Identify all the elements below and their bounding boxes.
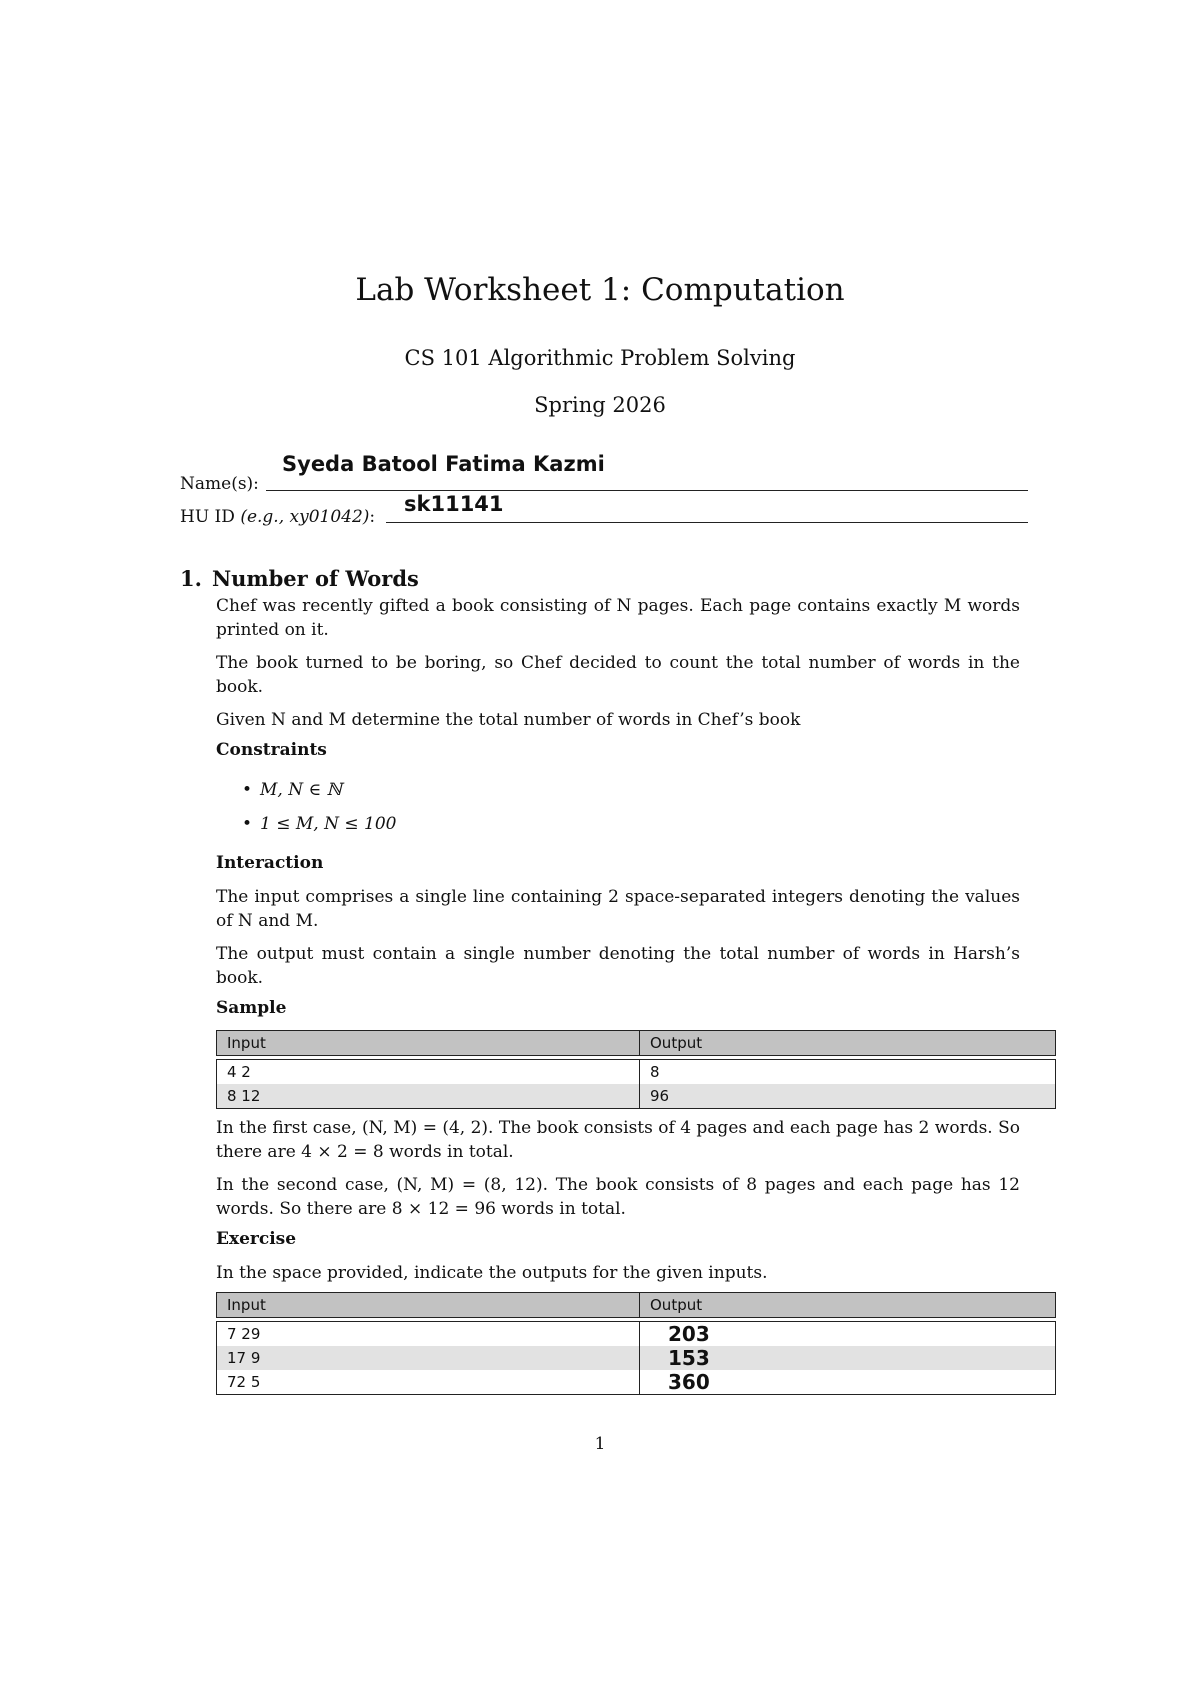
term: Spring 2026: [534, 393, 666, 417]
id-field-line: [386, 522, 1028, 523]
constraint-text: 1 ≤ M, N ≤ 100: [260, 814, 397, 834]
input-cell: 17 9: [217, 1346, 640, 1370]
input-cell: 8 12: [217, 1084, 640, 1109]
explanation-1: In the first case, (N, M) = (4, 2). The book consists of 4 pages and each page has 2 words. So there are 4 × 2 = 8 words in total.: [216, 1118, 1020, 1162]
interaction-heading: Interaction: [216, 853, 324, 873]
table-row: [217, 1346, 1056, 1370]
table-header-row: [217, 1031, 1056, 1056]
sample-table: [216, 1030, 1056, 1109]
interaction-paragraph-1: The input comprises a single line containing 2 space-separated integers denoting the values of N and M.: [216, 887, 1020, 931]
id-label: [180, 507, 375, 527]
exercise-table: [216, 1292, 1056, 1395]
column-header-input: Input: [217, 1031, 640, 1056]
answer-cell[interactable]: 153: [640, 1346, 1056, 1370]
column-header-output: Output: [640, 1293, 1056, 1318]
table-header-row: [217, 1293, 1056, 1318]
name-value[interactable]: Syeda Batool Fatima Kazmi: [282, 452, 605, 476]
section-heading: [180, 566, 419, 591]
section-title: Number of Words: [211, 566, 419, 591]
id-label-colon: :: [369, 507, 376, 527]
problem-paragraph-3: Given N and M determine the total number of words in Chef’s book: [216, 710, 801, 730]
table-row: [217, 1060, 1056, 1085]
input-cell: 4 2: [217, 1060, 640, 1085]
constraint-item: • 1 ≤ M, N ≤ 100: [242, 814, 397, 834]
constraint-item: • M, N ∈ ℕ: [242, 780, 343, 800]
answer-cell[interactable]: 203: [640, 1322, 1056, 1347]
id-label-example: (e.g., xy01042): [240, 507, 370, 527]
input-cell: 7 29: [217, 1322, 640, 1347]
table-row: [217, 1084, 1056, 1109]
output-cell: 96: [640, 1084, 1056, 1109]
name-label: Name(s):: [180, 474, 259, 494]
answer-cell[interactable]: 360: [640, 1370, 1056, 1395]
course-name: CS 101 Algorithmic Problem Solving: [404, 346, 796, 370]
interaction-paragraph-2: The output must contain a single number denoting the total number of words in Harsh’s book.: [216, 944, 1020, 988]
table-row: [217, 1322, 1056, 1347]
constraints-heading: Constraints: [216, 740, 327, 760]
exercise-heading: Exercise: [216, 1229, 297, 1249]
id-label-text: HU ID: [180, 507, 235, 527]
sample-heading: Sample: [216, 998, 287, 1018]
section-number: 1.: [180, 566, 202, 591]
page-number: 1: [594, 1434, 606, 1454]
page-title: Lab Worksheet 1: Computation: [355, 272, 845, 308]
table-row: [217, 1370, 1056, 1395]
column-header-input: Input: [217, 1293, 640, 1318]
name-field-line: [266, 490, 1028, 491]
output-cell: 8: [640, 1060, 1056, 1085]
exercise-intro: In the space provided, indicate the outputs for the given inputs.: [216, 1263, 768, 1283]
explanation-2: In the second case, (N, M) = (8, 12). The book consists of 8 pages and each page has 12 words. So there are 8 × 12 = 96 words in total.: [216, 1175, 1020, 1219]
constraint-text: M, N ∈ ℕ: [260, 780, 343, 800]
problem-paragraph-2: The book turned to be boring, so Chef decided to count the total number of words in the book.: [216, 653, 1020, 697]
id-value[interactable]: sk11141: [404, 492, 504, 516]
input-cell: 72 5: [217, 1370, 640, 1395]
column-header-output: Output: [640, 1031, 1056, 1056]
problem-paragraph-1: Chef was recently gifted a book consisting of N pages. Each page contains exactly M words printed on it.: [216, 596, 1020, 640]
